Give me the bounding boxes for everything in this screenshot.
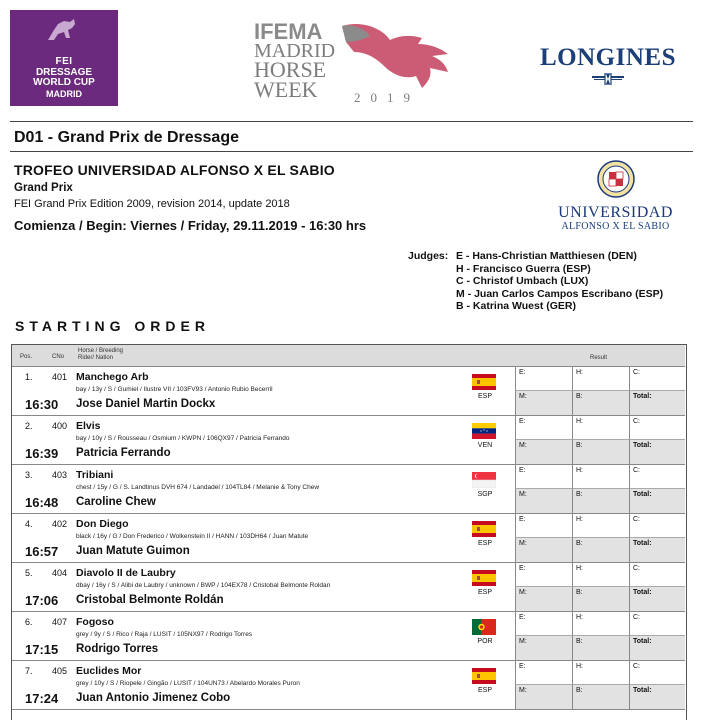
header-rider-nation: Rider/ Nation xyxy=(78,355,114,361)
fei-dressage-world-cup-logo xyxy=(10,10,118,106)
winged-hourglass-icon xyxy=(592,73,624,85)
row-rider: Cristobal Belmonte Roldán xyxy=(76,594,224,606)
row-time: 17:15 xyxy=(25,642,59,657)
row-time: 17:06 xyxy=(25,593,59,608)
competition-type: Grand Prix xyxy=(14,182,73,194)
result-e: E: xyxy=(515,367,572,391)
fei-line-madrid: MADRID xyxy=(46,89,82,99)
result-h: H: xyxy=(572,416,629,440)
header-cno: CNo xyxy=(52,354,65,360)
result-total: Total: xyxy=(629,636,685,660)
longines-wordmark: LONGINES xyxy=(540,44,676,71)
row-pos: 3. xyxy=(25,470,33,480)
row-horse: Manchego Arb xyxy=(76,371,149,383)
result-grid xyxy=(515,612,685,660)
header-rule xyxy=(10,121,693,122)
table-row xyxy=(12,367,685,416)
row-breeding: bay / 13y / S / Gumiel / Ilustre VII / 103FV93 / Antonio Rubio Becerril xyxy=(76,386,273,393)
universidad-subtitle: ALFONSO X EL SABIO xyxy=(561,221,670,232)
result-c: C: xyxy=(629,465,685,489)
result-m: M: xyxy=(515,391,572,415)
row-horse: Fogoso xyxy=(76,616,114,628)
result-b: B: xyxy=(572,489,629,513)
result-m: M: xyxy=(515,685,572,709)
result-m: M: xyxy=(515,489,572,513)
horse-icon xyxy=(44,16,84,44)
judges-list xyxy=(456,250,663,313)
row-time: 17:24 xyxy=(25,691,59,706)
row-breeding: dbay / 16y / S / Alibi de Laubry / unknown / BWP / 104EX78 / Cristobal Belmonte Roldan xyxy=(76,582,331,589)
table-row xyxy=(12,612,685,661)
judge-m: M - Juan Carlos Campos Escribano (ESP) xyxy=(456,287,664,300)
judge-c: C - Christof Umbach (LUX) xyxy=(456,275,589,288)
begin-time: Comienza / Begin: Viernes / Friday, 29.11.2019 - 16:30 hrs xyxy=(14,218,367,233)
result-grid xyxy=(515,367,685,415)
result-c: C: xyxy=(629,367,685,391)
row-pos: 7. xyxy=(25,666,33,676)
row-nation: SGP xyxy=(477,491,493,498)
result-total: Total: xyxy=(629,538,685,562)
row-time: 16:39 xyxy=(25,446,59,461)
row-rider: Juan Antonio Jimenez Cobo xyxy=(76,692,231,704)
trophy-name: TROFEO UNIVERSIDAD ALFONSO X EL SABIO xyxy=(14,162,335,178)
result-c: C: xyxy=(629,661,685,685)
result-c: C: xyxy=(629,416,685,440)
nation-flag-icon xyxy=(472,472,496,488)
judges-label: Judges: xyxy=(408,250,449,262)
row-breeding: chest / 15y / G / S. Landtinus DVH 674 / Landadel / 104TL84 / Melanie & Tony Chew xyxy=(76,484,320,491)
row-cno: 405 xyxy=(52,666,68,676)
row-breeding: black / 16y / G / Don Frederico / Wolkenstein II / HANN / 103DH64 / Juan Matute xyxy=(76,533,309,540)
row-nation: VEN xyxy=(477,442,493,449)
result-total: Total: xyxy=(629,587,685,611)
result-e: E: xyxy=(515,661,572,685)
result-h: H: xyxy=(572,612,629,636)
university-seal-icon xyxy=(597,160,635,198)
row-time: 16:57 xyxy=(25,544,59,559)
table-header xyxy=(12,345,685,367)
row-pos: 4. xyxy=(25,519,33,529)
judge-b: B - Katrina Wuest (GER) xyxy=(456,300,576,313)
table-row xyxy=(12,661,685,710)
nation-flag-icon xyxy=(472,619,496,635)
universidad-alfonso-logo xyxy=(548,160,683,234)
row-breeding: grey / 9y / S / Rico / Raja / LUSIT / 105NX97 / Rodrigo Torres xyxy=(76,631,253,638)
result-m: M: xyxy=(515,636,572,660)
result-e: E: xyxy=(515,612,572,636)
result-h: H: xyxy=(572,514,629,538)
starting-order-table xyxy=(11,344,687,720)
table-row xyxy=(12,416,685,465)
row-rider: Juan Matute Guimon xyxy=(76,545,190,557)
universidad-wordmark: UNIVERSIDAD xyxy=(558,204,673,221)
row-time: 16:48 xyxy=(25,495,59,510)
table-row xyxy=(12,514,685,563)
row-rider: Rodrigo Torres xyxy=(76,643,159,655)
row-cno: 402 xyxy=(52,519,68,529)
result-b: B: xyxy=(572,538,629,562)
row-nation: ESP xyxy=(477,393,492,400)
result-b: B: xyxy=(572,391,629,415)
result-e: E: xyxy=(515,514,572,538)
result-grid xyxy=(515,465,685,513)
result-c: C: xyxy=(629,514,685,538)
fei-line-dressage: DRESSAGE xyxy=(35,67,93,78)
row-horse: Don Diego xyxy=(76,518,129,530)
horse-head-icon xyxy=(332,22,450,92)
result-e: E: xyxy=(515,416,572,440)
nation-flag-icon xyxy=(472,668,496,684)
row-pos: 5. xyxy=(25,568,33,578)
result-grid xyxy=(515,563,685,611)
table-row xyxy=(12,465,685,514)
judge-e: E - Hans-Christian Matthiesen (DEN) xyxy=(456,250,637,262)
header-pos: Pos. xyxy=(20,354,33,360)
title-rule xyxy=(10,151,693,152)
row-nation: POR xyxy=(477,638,493,645)
result-e: E: xyxy=(515,465,572,489)
ifema-line-2: MADRID xyxy=(254,40,336,62)
result-c: C: xyxy=(629,563,685,587)
result-total: Total: xyxy=(629,685,685,709)
result-m: M: xyxy=(515,587,572,611)
row-breeding: bay / 10y / S / Rousseau / Osmium / KWPN / 106QX97 / Patricia Ferrando xyxy=(76,435,290,442)
ifema-year: 2019 xyxy=(354,90,420,105)
row-horse: Diavolo II de Laubry xyxy=(76,567,176,579)
result-total: Total: xyxy=(629,440,685,464)
row-breeding: grey / 10y / S / Riopele / Gingão / LUSIT / 104UN73 / Abelardo Morales Puron xyxy=(76,680,300,687)
row-cno: 404 xyxy=(52,568,68,578)
result-h: H: xyxy=(572,661,629,685)
result-total: Total: xyxy=(629,489,685,513)
row-nation: ESP xyxy=(477,540,492,547)
row-pos: 6. xyxy=(25,617,33,627)
result-h: H: xyxy=(572,563,629,587)
result-e: E: xyxy=(515,563,572,587)
result-total: Total: xyxy=(629,391,685,415)
result-grid xyxy=(515,416,685,464)
result-c: C: xyxy=(629,612,685,636)
fei-label: FEI xyxy=(55,56,73,67)
header-result: Result xyxy=(590,355,608,361)
judge-h: H - Francisco Guerra (ESP) xyxy=(456,262,591,275)
result-b: B: xyxy=(572,685,629,709)
result-m: M: xyxy=(515,538,572,562)
table-row xyxy=(12,563,685,612)
row-horse: Elvis xyxy=(76,420,101,432)
row-nation: ESP xyxy=(477,687,492,694)
row-rider: Jose Daniel Martin Dockx xyxy=(76,398,216,410)
result-b: B: xyxy=(572,587,629,611)
event-title: D01 - Grand Prix de Dressage xyxy=(14,129,239,146)
row-nation: ESP xyxy=(477,589,492,596)
row-horse: Tribiani xyxy=(76,469,114,481)
row-cno: 403 xyxy=(52,470,68,480)
result-b: B: xyxy=(572,636,629,660)
ifema-line-1: IFEMA xyxy=(254,19,323,44)
row-rider: Patricia Ferrando xyxy=(76,447,171,459)
result-b: B: xyxy=(572,440,629,464)
header-horse-breeding: Horse / Breeding xyxy=(78,348,124,354)
result-grid xyxy=(515,514,685,562)
nation-flag-icon xyxy=(472,374,496,390)
result-h: H: xyxy=(572,367,629,391)
ifema-line-4: WEEK xyxy=(254,77,318,102)
starting-order-heading: STARTING ORDER xyxy=(15,318,210,334)
result-m: M: xyxy=(515,440,572,464)
result-h: H: xyxy=(572,465,629,489)
row-time: 16:30 xyxy=(25,397,59,412)
ifema-madrid-horse-week-logo xyxy=(252,19,452,108)
row-cno: 400 xyxy=(52,421,68,431)
row-rider: Caroline Chew xyxy=(76,496,156,508)
nation-flag-icon xyxy=(472,423,496,439)
fei-line-world-cup: WORLD CUP xyxy=(33,77,95,88)
ifema-line-3: HORSE xyxy=(254,57,327,82)
nation-flag-icon xyxy=(472,570,496,586)
row-cno: 407 xyxy=(52,617,68,627)
row-pos: 2. xyxy=(25,421,33,431)
test-edition: FEI Grand Prix Edition 2009, revision 2014, update 2018 xyxy=(14,198,290,210)
row-cno: 401 xyxy=(52,372,68,382)
result-grid xyxy=(515,661,685,709)
row-pos: 1. xyxy=(25,372,33,382)
longines-logo xyxy=(528,44,688,88)
nation-flag-icon xyxy=(472,521,496,537)
row-horse: Euclides Mor xyxy=(76,665,142,677)
